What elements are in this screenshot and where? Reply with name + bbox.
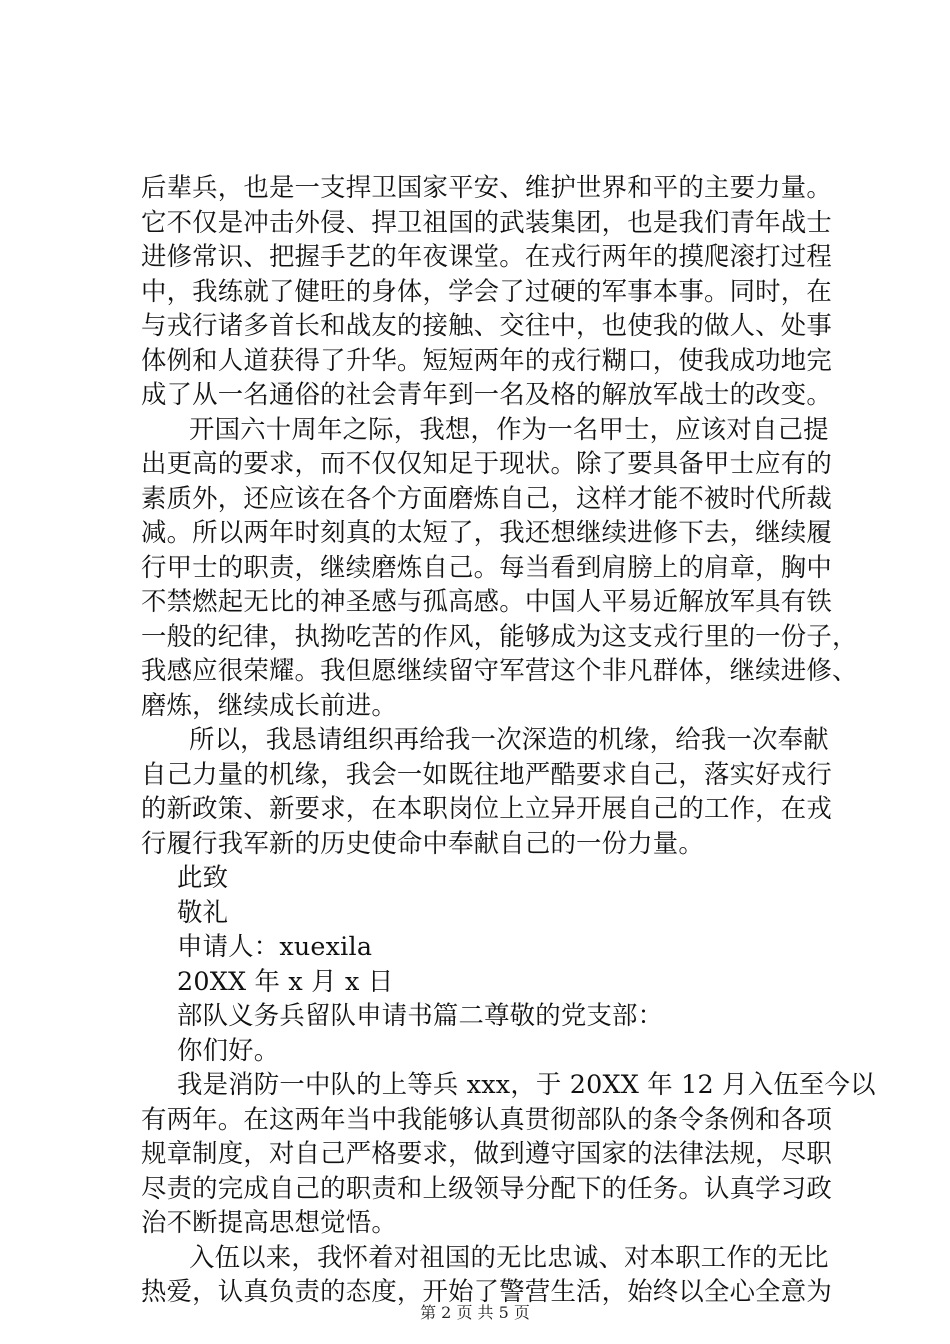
closing-line: 此致: [177, 862, 229, 892]
page-number-footer: 第 2 页 共 5 页: [420, 1303, 530, 1322]
text-line: 一般的纪律，执拗吃苦的作风，能够成为这支戎行里的一份子，: [141, 620, 858, 651]
paragraph-start-line: 入伍以来，我怀着对祖国的无比忠诚、对本职工作的无比: [189, 1241, 829, 1272]
text-line: 中，我练就了健旺的身体，学会了过硬的军事本事。同时，在: [141, 275, 832, 306]
text-line: 素质外，还应该在各个方面磨炼自己，这样才能不被时代所裁: [141, 482, 832, 513]
text-line: 不禁燃起无比的神圣感与孤高感。中国人平易近解放军具有铁: [141, 586, 832, 616]
document-body: [141, 170, 876, 1309]
text-line: 它不仅是冲击外侵、捍卫祖国的武装集团，也是我们青年战士: [141, 206, 832, 237]
text-line: 进修常识、把握手艺的年夜课堂。在戎行两年的摸爬滚打过程: [141, 241, 832, 271]
text-line: 我感应很荣耀。我但愿继续留守军营这个非凡群体，继续进修、: [141, 655, 858, 685]
text-line: 体例和人道获得了升华。短短两年的戎行糊口，使我成功地完: [141, 344, 832, 375]
text-line: 规章制度，对自己严格要求，做到遵守国家的法律法规，尽职: [141, 1138, 832, 1168]
paragraph-start-line: 开国六十周年之际，我想，作为一名甲士，应该对自己提: [189, 413, 829, 444]
text-line: 的新政策、新要求，在本职岗位上立异开展自己的工作，在戎: [141, 793, 832, 823]
paragraph-start-line: 我是消防一中队的上等兵 xxx，于 20XX 年 12 月入伍至今以: [177, 1069, 876, 1099]
text-line: 成了从一名通俗的社会青年到一名及格的解放军战士的改变。: [141, 379, 832, 409]
text-line: 行履行我军新的历史使命中奉献自己的一份力量。: [141, 827, 704, 858]
text-line: 自己力量的机缘，我会一如既往地严酷要求自己，落实好戎行: [141, 758, 832, 789]
text-line: 尽责的完成自己的职责和上级领导分配下的任务。认真学习政: [141, 1172, 832, 1203]
greeting-line: 你们好。: [177, 1034, 280, 1065]
text-line: 后辈兵，也是一支捍卫国家平安、维护世界和平的主要力量。: [141, 172, 832, 202]
text-line: 行甲士的职责，继续磨炼自己。每当看到肩膀上的肩章，胸中: [141, 551, 832, 582]
text-line: 出更高的要求，而不仅仅知足于现状。除了要具备甲士应有的: [141, 448, 832, 478]
text-line: 与戎行诸多首长和战友的接触、交往中，也使我的做人、处事: [141, 310, 832, 340]
applicant-line: 申请人：xuexila: [177, 931, 373, 961]
text-line: 治不断提高思想觉悟。: [141, 1207, 397, 1237]
date-line: 20XX 年 x 月 x 日: [177, 965, 394, 996]
salutation-line: 敬礼: [177, 896, 229, 927]
text-line: 磨炼，继续成长前进。: [141, 689, 397, 720]
paragraph-start-line: 所以，我恳请组织再给我一次深造的机缘，给我一次奉献: [189, 724, 829, 754]
section-heading-line: 部队义务兵留队申请书篇二尊敬的党支部：: [177, 1000, 664, 1030]
text-line: 有两年。在这两年当中我能够认真贯彻部队的条令条例和各项: [141, 1103, 832, 1134]
text-line: 热爱，认真负责的态度，开始了警营生活，始终以全心全意为: [141, 1276, 832, 1306]
text-line: 减。所以两年时刻真的太短了，我还想继续进修下去，继续履: [141, 517, 832, 547]
